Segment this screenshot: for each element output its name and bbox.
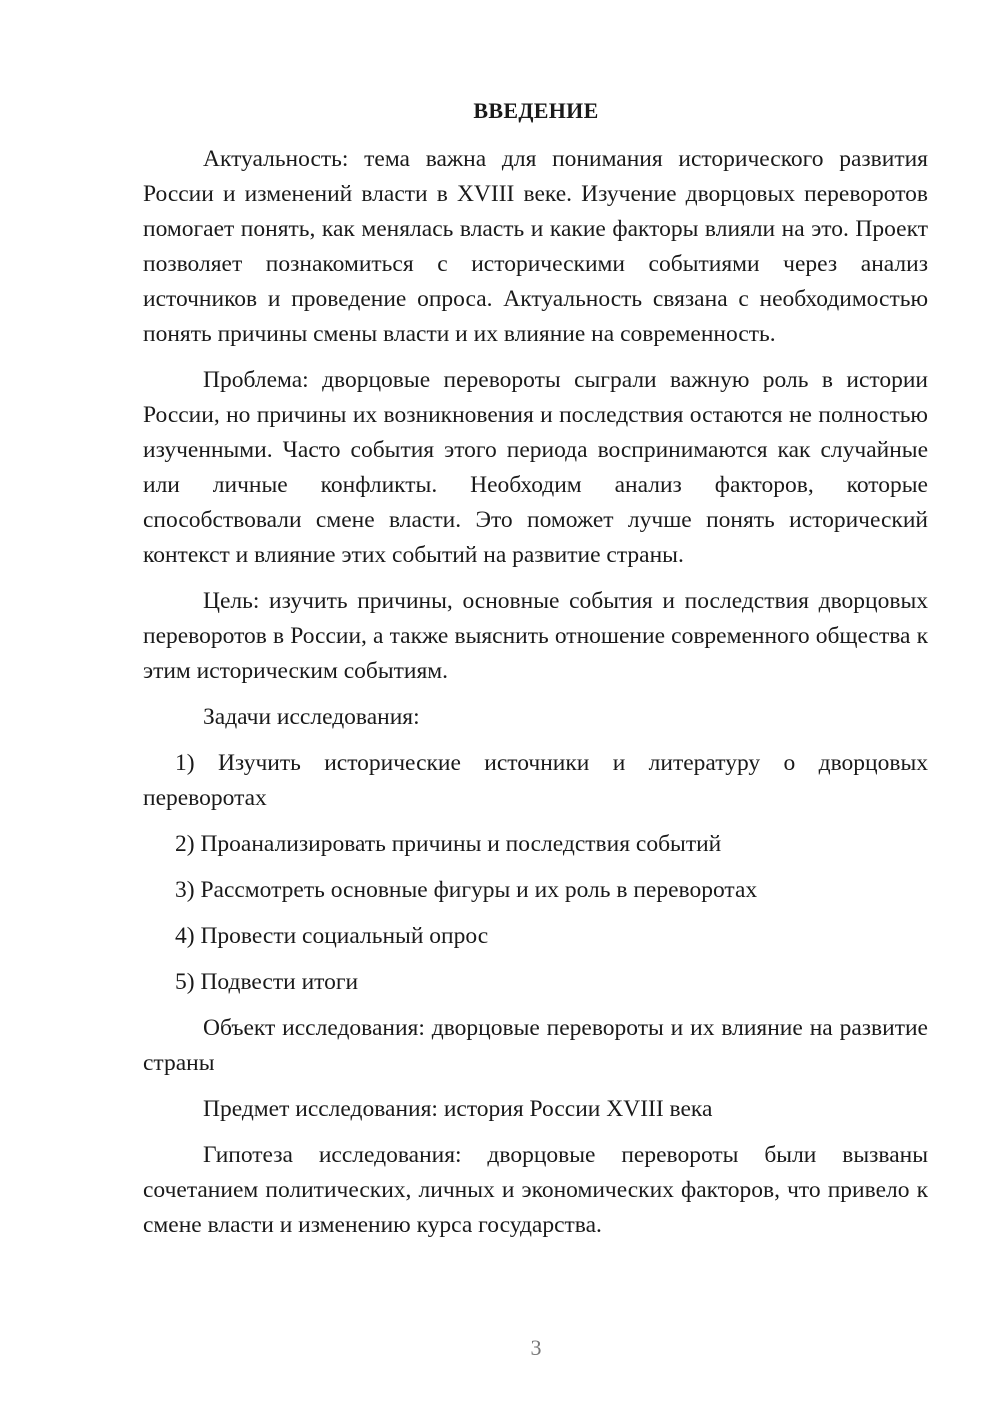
- paragraph-problem: Проблема: дворцовые перевороты сыграли важную роль в истории России, но причины их возникновения и последствия остаются не полностью изученными. Часто события этого периода воспринимаются как случайные или личные конфликты. Необходим анализ факторов, которые способствовали смене власти. Это поможет лучше понять исторический контекст и влияние этих событий на развитие страны.: [143, 367, 928, 568]
- task-item-4: 4) Провести социальный опрос: [175, 923, 489, 949]
- task-item-1: 1) Изучить исторические источники и литературу о дворцовых переворотах: [143, 750, 928, 811]
- task-item-3: 3) Рассмотреть основные фигуры и их роль в переворотах: [175, 877, 758, 903]
- paragraph-relevance: Актуальность: тема важна для понимания исторического развития России и изменений власти в XVIII веке. Изучение дворцовых переворотов помогает понять, как менялась власть и какие факторы влияли на это. Проект позволяет познакомиться с историческими событиями через анализ источников и проведение опроса. Актуальность связана с необходимостью понять причины смены власти и их влияние на современность.: [143, 146, 928, 347]
- paragraph-goal: Цель: изучить причины, основные события и последствия дворцовых переворотов в России, а также выяснить отношение современного общества к этим историческим событиям.: [143, 588, 928, 684]
- tasks-heading: Задачи исследования:: [203, 704, 420, 730]
- paragraph-object: Объект исследования: дворцовые перевороты и их влияние на развитие страны: [143, 1015, 928, 1076]
- paragraph-subject: Предмет исследования: история России XVIII века: [203, 1096, 713, 1122]
- page-number: 3: [530, 1335, 542, 1360]
- section-title: ВВЕДЕНИЕ: [473, 98, 599, 123]
- paragraph-hypothesis: Гипотеза исследования: дворцовые перевороты были вызваны сочетанием политических, личных и экономических факторов, что привело к смене власти и изменению курса государства.: [143, 1142, 928, 1238]
- task-item-2: 2) Проанализировать причины и последствия событий: [175, 831, 722, 857]
- document-body: [143, 142, 928, 1254]
- task-item-5: 5) Подвести итоги: [175, 969, 359, 995]
